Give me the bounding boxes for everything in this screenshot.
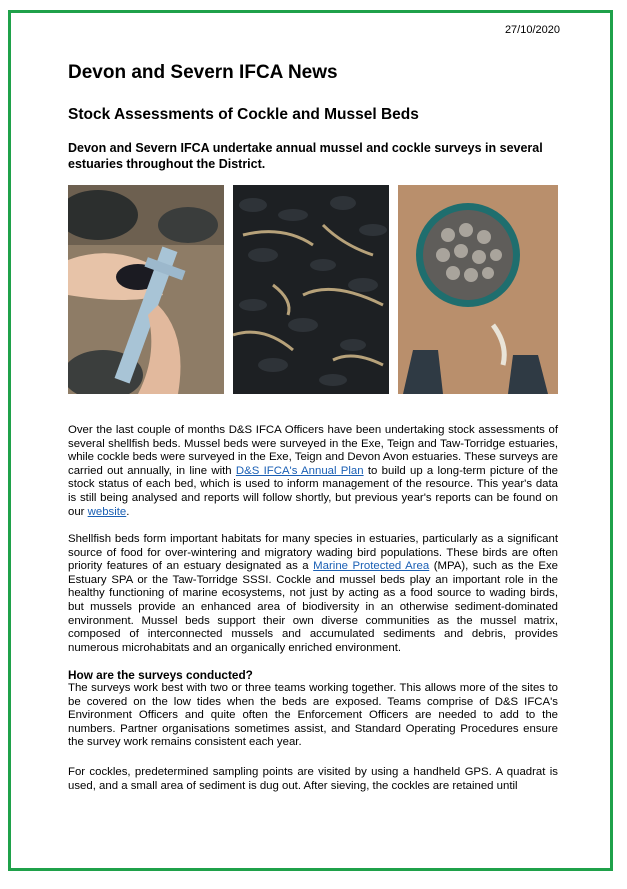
date-stamp: 27/10/2020 [504,24,560,36]
photo-strip [68,185,558,395]
paragraph-cockle-sampling: For cockles, predetermined sampling points are visited by using a handheld GPS. A quadrat is used, and a small area of sediment is dug out. After sieving, the cockles are retained until [68,766,558,792]
paragraph-habitats [68,533,558,655]
paragraph-text: Over the last couple of months D&S IFCA Officers have been undertaking stock assessments of several shellfish beds. Mussel beds were surveyed in the Exe, Teign and Taw-Torridge estuaries, while cockle beds were surveyed in the Exe, Teign and Devon Avon estuaries. These surveys are carried out annually, in line with [68,424,558,477]
paragraph-stock-assessments [68,424,558,519]
photo-cockle-sieve [398,185,558,394]
website-link[interactable]: website [87,505,127,518]
paragraph-survey-teams: The surveys work best with two or three teams working together. This allows more of the sites to be covered on the low tides when the beds are exposed. Teams comprise of D&S IFCA's Environment Officers and quite often the Enforcement Officers are needed to add to the numbers. Partner organisations sometimes assist, and Standard Operating Procedures ensure the survey work remains consistent each year. [68,682,558,749]
photo-mussel-measurement [68,185,224,394]
paragraph-text: . [126,505,130,518]
paragraph-text: (MPA), such as the Exe Estuary SPA or the Taw-Torridge SSSI. Cockle and mussel beds play an important role in the healthy functioning of marine ecosystems, not just by acting as a food source to wading birds, but mussels provide an enhanced area of biodiversity in an otherwise sediment-dominated environment. Mussel beds support their own diverse communities as the mussel matrix, composed of interconnected mussels and accumulated sediments and debris, provides numerous microhabitats and an organically enriched environment. [68,560,559,654]
annual-plan-link[interactable]: D&S IFCA's Annual Plan [235,464,364,477]
section-heading: How are the surveys conducted? [68,668,253,682]
marine-protected-area-link[interactable]: Marine Protected Area [313,560,430,573]
paragraph-text: Shellfish beds form important habitats for many species in estuaries, particularly as a significant source of food for over-wintering and migratory wading bird populations. These birds are often priority features of an estuary designated as a [68,533,558,573]
photo-mussel-bed [233,185,389,394]
lead-paragraph: Devon and Severn IFCA undertake annual mussel and cockle surveys in several estuaries throughout the District. [68,141,543,171]
newsletter-title: Devon and Severn IFCA News [68,62,338,83]
paragraph-text: to build up a long-term picture of the stock status of each bed, which is used to inform management of the resource. This year's data is still being analysed and reports will follow shortly, but previous year's reports can be found on our [68,464,558,518]
article-title: Stock Assessments of Cockle and Mussel Beds [68,106,419,123]
